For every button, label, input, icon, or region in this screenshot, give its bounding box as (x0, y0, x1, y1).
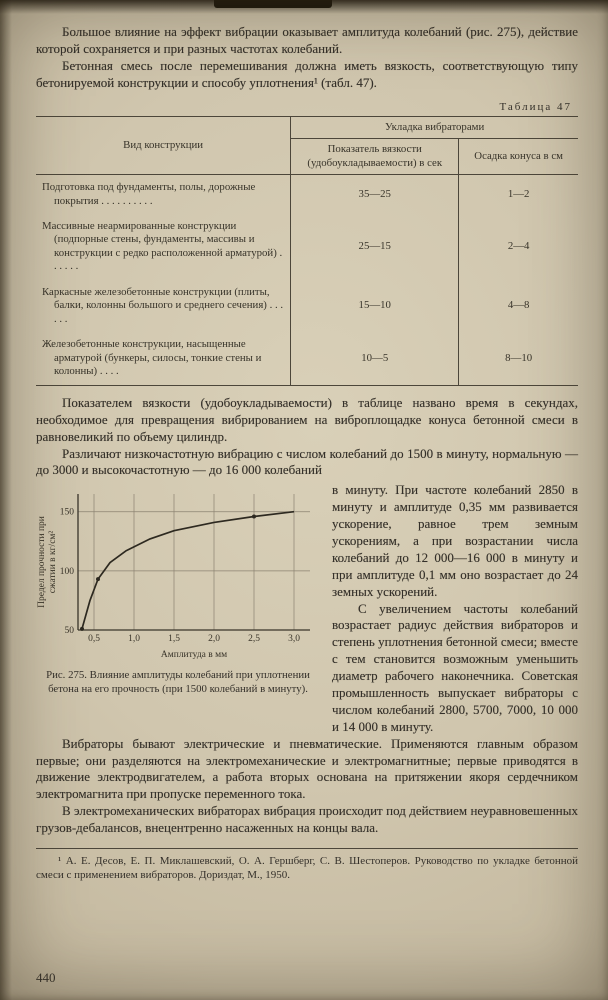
cell-viscosity: 35—25 (291, 175, 459, 214)
table-header-row-1 (36, 116, 578, 138)
svg-text:2,5: 2,5 (248, 634, 260, 645)
amplitude-strength-chart (36, 484, 320, 662)
text-column-right-of-figure (332, 482, 578, 735)
scan-artifact-mark (214, 0, 332, 8)
table-header-slump: Осадка конуса в см (459, 139, 578, 175)
svg-text:100: 100 (59, 567, 74, 578)
svg-text:1,5: 1,5 (168, 634, 180, 645)
cell-construction-type: Массивные неармированные конструкции (подпорные стены, фундаменты, массивы и конструкции с редко расположенной арматурой) . . . . . . (42, 219, 283, 273)
paragraph-vibration-types-cont: в минуту. При частоте колебаний 2850 в минуту и амплитуде 0,35 мм развивается ускорение, равное трем земным ускорениям, а при возрастании числа колебаний до 12 000—16 000 в минуту и при амплитуде 0,1 мм оно возрастает до 24 земных ускорений. (332, 482, 578, 599)
cell-viscosity: 10—5 (291, 332, 459, 385)
svg-text:2,0: 2,0 (208, 634, 220, 645)
svg-text:150: 150 (59, 508, 74, 519)
table-header-viscosity: Показатель вязкости (удобоукладываемости) в сек (291, 139, 459, 175)
chart-y-axis-label-line1: Предел прочности при (37, 516, 47, 609)
viscosity-table (36, 116, 578, 386)
cell-slump: 4—8 (459, 280, 578, 332)
paragraph-mix-viscosity: Бетонная смесь после перемешивания должна иметь вязкость, соответствующую типу бетонируемой конструкции и способу уплотнения¹ (табл. 47). (36, 57, 578, 90)
chart-y-axis-label-line2: сжатии в кг/см² (48, 531, 58, 594)
cell-viscosity: 25—15 (291, 214, 459, 280)
page-content (36, 24, 578, 883)
paragraph-vibration-types-intro: Различают низкочастотную вибрацию с числом колебаний до 1500 в минуту, нормальную — до 3000 и высокочастотную — до 16 000 колебаний (36, 445, 578, 478)
table-row (36, 175, 578, 214)
cell-construction-type: Железобетонные конструкции, насыщенные арматурой (бункеры, силосы, тонкие стены и колонны) . . . . (42, 338, 262, 378)
cell-slump: 2—4 (459, 214, 578, 280)
table-header-construction-type: Вид конструкции (36, 116, 291, 174)
chart-x-axis-label: Амплитуда в мм (160, 650, 228, 661)
paragraph-amplitude-effect: Большое влияние на эффект вибрации оказывает амплитуда колебаний (рис. 275), действие которой сохраняется и при разных частотах колебаний. (36, 24, 578, 56)
table-header-group: Укладка вибраторами (291, 116, 578, 138)
scan-edge-shadow-left (0, 0, 12, 1000)
footnote-rule (36, 848, 578, 849)
cell-construction-type: Каркасные железобетонные конструкции (плиты, балки, колонны большого и среднего сечения) . . . . . . (42, 285, 284, 325)
figure-275 (36, 484, 320, 696)
paragraph-viscosity-definition: Показателем вязкости (удобоукладываемости) в таблице названо время в секундах, необходимое для превращения вибрированием на виброплощадке конуса бетонной смеси в равновеликий по объему цилиндр. (36, 394, 578, 444)
svg-text:1,0: 1,0 (128, 634, 140, 645)
table-row (36, 214, 578, 280)
svg-text:0,5: 0,5 (88, 634, 100, 645)
table-row (36, 332, 578, 385)
cell-slump: 1—2 (459, 175, 578, 214)
svg-text:50: 50 (64, 626, 74, 637)
table-label: Таблица 47 (499, 100, 572, 113)
paragraph-vibrator-kinds: Вибраторы бывают электрические и пневматические. Применяются главным образом первые; они разделяются на электромеханические и электромагнитные; первые приводятся в движение электродвигателем, а работа вторых основана на притяжении якоря сердечником электромагнита при пропуске переменного тока. (36, 735, 578, 802)
footnote: ¹ А. Е. Десов, Е. П. Миклашевский, О. А. Гершберг, С. В. Шестоперов. Руководство по укладке бетонной смеси с применением вибраторов. Дориздат, М., 1950. (36, 854, 578, 882)
figure-and-text-row (36, 482, 578, 735)
cell-viscosity: 15—10 (291, 280, 459, 332)
svg-text:3,0: 3,0 (288, 634, 300, 645)
table-row (36, 280, 578, 332)
cell-construction-type: Подготовка под фундаменты, полы, дорожные покрытия . . . . . . . . . . (42, 181, 256, 207)
chart-plot-area (60, 494, 310, 644)
paragraph-electromechanical: В электромеханических вибраторах вибрация происходит под действием неуравновешенных грузов-дебалансов, внецентренно насаженных на концы вала. (36, 803, 578, 836)
page-number: 440 (36, 970, 56, 985)
cell-slump: 8—10 (459, 332, 578, 385)
paragraph-frequency-increase: С увеличением частоты колебаний возрастает радиус действия вибраторов и степень уплотнения бетонной смеси; вместе с тем становится возможным уменьшить диаметр рабочего наконечника. Советская промышленность выпускает вибраторы с числом колебаний 2800, 5700, 7000, 10 000 и 14 000 в минуту. (332, 600, 578, 734)
figure-caption: Рис. 275. Влияние амплитуды колебаний при уплотнении бетона на его прочность (при 1500 колебаний в минуту). (46, 669, 310, 696)
